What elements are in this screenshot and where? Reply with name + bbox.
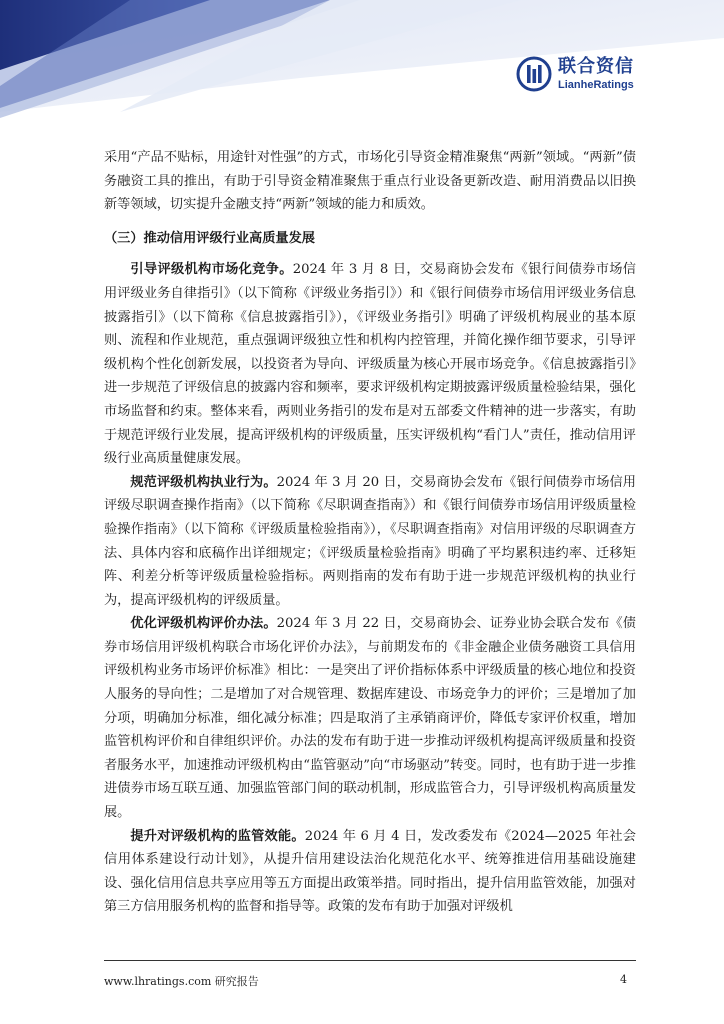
paragraph-text: 2024 年 3 月 8 日，交易商协会发布《银行间债券市场信用评级业务自律指引》（以下简称《评级业务指引》）和《银行间债券市场信用评级业务信息披露指引》（以下简称《信息披露指引》），《评级业务指引》明确了评级机构展业的基本原则、流程和作业规范，重点强调评级独立性和机构内控管理，并简化操作细节要求，引导评级机构个性化创新发展，以投资者为导向、评级质量为核心开展市场竞争。《信息披露指引》进一步规范了评级信息的披露内容和频率，要求评级机构定期披露评级质量检验结果，强化市场监督和约束。整体来看，两则业务指引的发布是对五部委文件精神的进一步落实，有助于规范评级行业发展，提高评级机构的评级质量，压实评级机构“看门人”责任，推动信用评级行业高质量健康发展。 bbox=[104, 262, 636, 467]
footer-divider bbox=[104, 960, 636, 961]
section-heading: （三）推动信用评级行业高质量发展 bbox=[104, 230, 315, 246]
paragraph-intro: 采用“产品不贴标，用途针对性强”的方式，市场化引导资金精准聚焦“两新”领域。“两新”债务融资工具的推出，有助于引导资金精准聚焦于重点行业设备更新改造、耐用消费品以旧换新等领域，切实提升金融支持“两新”领域的能力和质效。 bbox=[104, 150, 636, 213]
paragraph-lead: 提升对评级机构的监管效能。 bbox=[130, 828, 305, 844]
company-logo bbox=[516, 52, 656, 96]
logo-english-name: LianheRatings bbox=[558, 78, 634, 91]
paragraph-lead: 引导评级机构市场化竞争。 bbox=[130, 262, 293, 278]
paragraph-supervision bbox=[104, 825, 636, 919]
paragraph-conduct bbox=[104, 471, 636, 613]
paragraph-competition bbox=[104, 258, 636, 470]
page-number: 4 bbox=[620, 973, 627, 986]
paragraph-text: 2024 年 3 月 22 日，交易商协会、证券业协会联合发布《债券市场信用评级机构联合市场化评价办法》，与前期发布的《非金融企业债务融资工具信用评级机构业务市场评价标准》相比：一是突出了评价指标体系中评级质量的核心地位和投资人服务的导向性；二是增加了对合规管理、数据库建设、市场竞争力的评价；三是增加了加分项，明确加分标准，细化减分标准；四是取消了主承销商评价，降低专家评价权重，增加监管机构评价和自律组织评价。办法的发布有助于进一步推动评级机构提高评级质量和投资者服务水平，加速推动评级机构由“监管驱动”向“市场驱动”转变。同时，也有助于进一步推进债券市场互联互通、加强监管部门间的联动机制，形成监管合力，引导评级机构高质量发展。 bbox=[104, 616, 636, 821]
logo-chinese-name: 联合资信 bbox=[558, 55, 634, 77]
lianhe-logo-icon bbox=[516, 56, 552, 92]
paragraph-text: 2024 年 3 月 20 日，交易商协会发布《银行间债券市场信用评级尽职调查操作指南》（以下简称《尽职调查指南》）和《银行间债券市场信用评级质量检验操作指南》（以下简称《评级质量检验指南》），《尽职调查指南》对信用评级的尽职调查方法、具体内容和底稿作出详细规定；《评级质量检验指南》明确了平均累积违约率、迁移矩阵、利差分析等评级质量检验指标。两则指南的发布有助于进一步规范评级机构的执业行为，提高评级机构的评级质量。 bbox=[104, 474, 636, 608]
paragraph-evaluation bbox=[104, 612, 636, 824]
report-body bbox=[104, 146, 636, 919]
paragraph-lead: 规范评级机构执业行为。 bbox=[130, 474, 277, 490]
paragraph-text: 2024 年 6 月 4 日，发改委发布《2024—2025 年社会信用体系建设行动计划》，从提升信用建设法治化规范化水平、统筹推进信用基础设施建设、强化信用信息共享应用等五方面提出政策举措。同时指出，提升信用监管效能，加强对第三方信用服务机构的监督和指导等。政策的发布有助于加强对评级机 bbox=[104, 828, 636, 915]
footer-website: www.lhratings.com 研究报告 bbox=[104, 975, 259, 988]
paragraph-lead: 优化评级机构评价办法。 bbox=[130, 616, 277, 632]
